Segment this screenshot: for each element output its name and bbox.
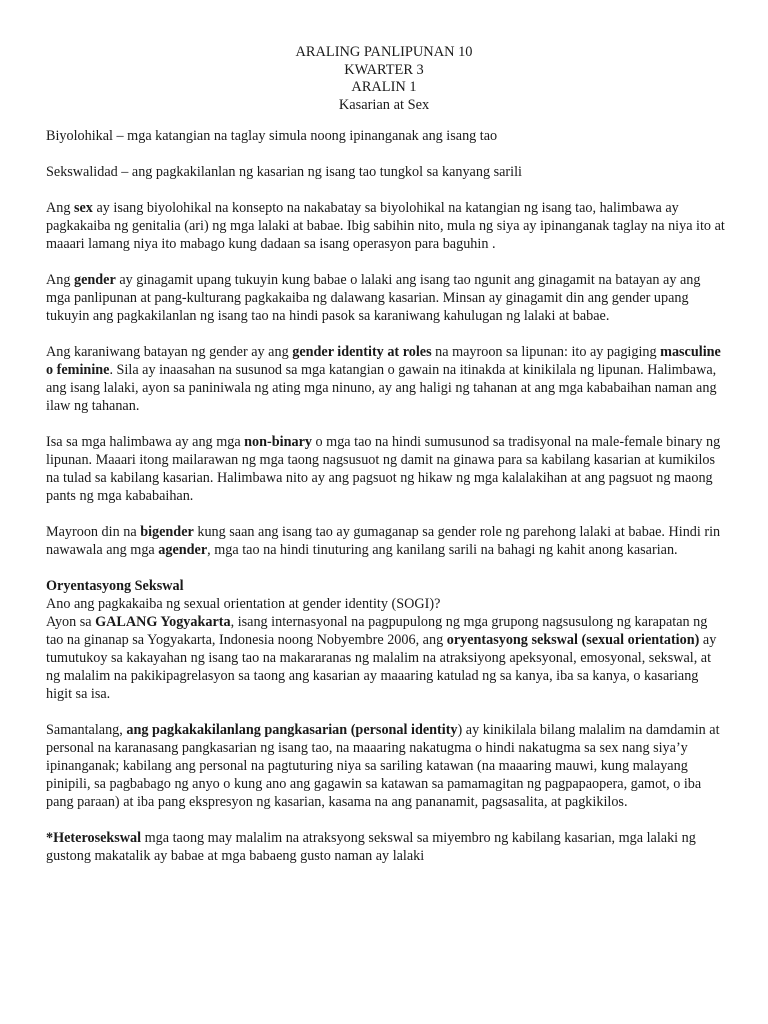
text: Ayon sa: [46, 614, 96, 630]
text: na mayroon sa lipunan: ito ay pagiging: [431, 344, 661, 360]
quarter-title: KWARTER 3: [344, 61, 424, 78]
text: Ang: [46, 200, 74, 216]
term-masculine-feminine: masculine o feminine: [46, 344, 721, 378]
document-body: [46, 127, 726, 865]
text: ay ginagamit upang tukuyin kung babae o lalaki ang isang tao ngunit ang ginagamit na batayan ay ang mga panlipunan at pang-kulturang pagkakaiba ng dalawang kasarian. Minsan ay ginagamit din ang gender upang tukuyin ang pagkakilanlan ng isang tao na hindi pasok sa karaniwang kahulugan ng lalaki at babae.: [46, 272, 701, 324]
subject-title: ARALING PANLIPUNAN 10: [295, 44, 473, 60]
term-gender-identity-roles: gender identity at roles: [292, 344, 432, 360]
definition-sekswalidad: Sekswalidad – ang pagkakilanlan ng kasarian ng isang tao tungkol sa kanyang sarili: [46, 164, 522, 180]
heading-oryentasyong-sekswal: Oryentasyong Sekswal: [46, 578, 184, 594]
term-galang-yogyakarta: GALANG Yogyakarta: [95, 614, 231, 630]
term-sex: sex: [73, 200, 93, 216]
term-heterosekswal: *Heterosekswal: [46, 830, 142, 846]
section-heading: [46, 577, 726, 595]
definition-biyolohikal: Biyolohikal – mga katangian na taglay simula noong ipinanganak ang isang tao: [46, 128, 498, 144]
sogi-question: Ano ang pagkakaiba ng sexual orientation at gender identity (SOGI)?: [46, 596, 441, 612]
text: Isa sa mga halimbawa ay ang mga: [46, 434, 245, 450]
text: ay isang biyolohikal na konsepto na nakabatay sa biyolohikal na katangian ng isang tao, halimbawa ay pagkakaiba ng genitalia (ari) ng mga lalaki at babae. Ibig sabihin nito, mula ng siya ay ipinanganak taglay na niya ito at maaari lamang niya ito mabago kung dadaan sa isang operasyon para baguhin .: [46, 200, 725, 252]
text: o mga tao na hindi sumusunod sa tradisyonal na male-female binary ng lipunan. Maaari itong mailarawan ng mga taong nagsusuot ng damit na ginawa para sa kabilang kasarian at kumikilos na tulad sa kabilang kasarian. Halimbawa nito ay ang pagsuot ng hikaw ng mga kalalakihan at ang pagsuot ng maong pants ng mga kababaihan.: [46, 434, 721, 504]
text: Ang: [46, 272, 74, 288]
text: ) ay kinikilala bilang malalim na damdamin at personal na karanasang pangkasarian ng isang tao, na maaaring nakatugma o hindi nakatugma sa sex nang siya’y ipinanganak; kabilang ang personal na pagtuturing niya sa sariling katawan (na maaaring mauwi, kung malayang pinipili, sa pagbabago ng anyo o kung ano ang gagawin sa katawan sa pamamagitan ng pagpapaopera, gamot, o iba pang paraan) at iba pang ekspresyon ng kasarian, kasama na ang pananamit, pagsasalita, at pagkikilos.: [46, 722, 720, 810]
paragraph-roles: [46, 343, 726, 415]
lesson-title: ARALIN 1: [351, 79, 417, 96]
paragraph-gender: [46, 271, 726, 325]
text: Samantalang,: [46, 722, 127, 738]
text: Ang karaniwang batayan ng gender ay ang: [46, 344, 293, 360]
term-personal-identity: ang pagkakakilanlang pangkasarian (personal identity: [126, 722, 458, 738]
text: mga taong may malalim na atraksyong sekswal sa miyembro ng kabilang kasarian, mga lalaki ng gustong makatalik ay babae at mga babaeng gusto naman ay lalaki: [46, 830, 696, 864]
paragraph-identity: [46, 721, 726, 811]
term-agender: agender: [158, 542, 208, 558]
paragraph-nonbinary: [46, 433, 726, 505]
term-sexual-orientation: oryentasyong sekswal (sexual orientation): [446, 632, 700, 648]
term-non-binary: non-binary: [244, 434, 312, 450]
text: , isang internasyonal na pagpupulong ng mga grupong nagsusulong ng karapatan ng tao na ginanap sa Yogyakarta, Indonesia noong Nobyembre 2006, ang: [46, 614, 708, 648]
term-bigender: bigender: [140, 524, 194, 540]
term-gender: gender: [73, 272, 116, 288]
paragraph-bigender: [46, 523, 726, 559]
document-header: [0, 44, 768, 114]
paragraph-sex: [46, 199, 726, 253]
text: Mayroon din na: [46, 524, 141, 540]
text: kung saan ang isang tao ay gumaganap sa gender role ng parehong lalaki at babae. Hindi rin nawawala ang mga: [46, 524, 721, 558]
text: ay tumutukoy sa kakayahan ng isang tao na makararanas ng malalim na atraksiyong apeksyonal, emosyonal, sekswal, at ng malalim na pakikipagrelasyon sa taong ang kasarian ay maaaring katulad ng sa kanya, iba sa kanya, o kasariang higit sa isa.: [46, 632, 717, 702]
text: . Sila ay inaasahan na susunod sa mga katangian o gawain na itinakda at kinikilala ng lipunan. Halimbawa, ang isang lalaki, ayon sa paniniwala ng ating mga ninuno, ay ang haligi ng tahanan at ang mga kababaihan naman ang ilaw ng tahanan.: [46, 362, 717, 414]
topic-title: Kasarian at Sex: [338, 96, 430, 113]
paragraph-heterosekswal: [46, 829, 726, 865]
text: , mga tao na hindi tinuturing ang kanilang sarili na bahagi ng kahit anong kasarian.: [207, 542, 678, 558]
paragraph-sogi: [46, 613, 726, 703]
